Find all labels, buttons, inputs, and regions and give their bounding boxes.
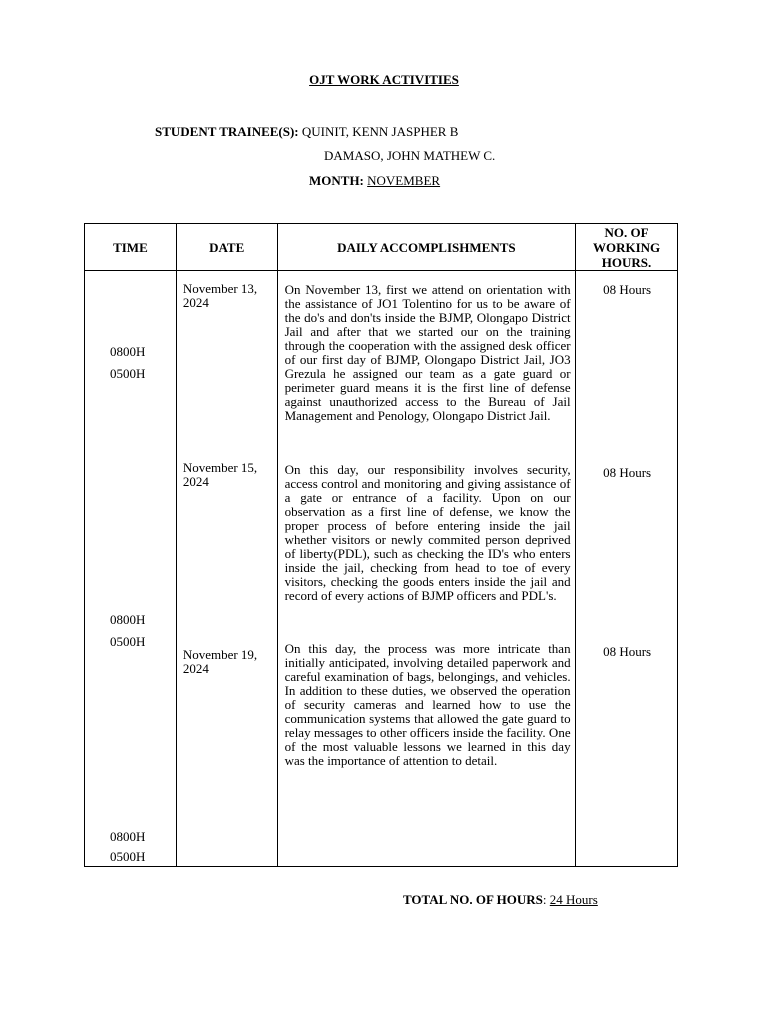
- date-entry-3: [183, 648, 275, 676]
- date-line-2: 2024: [182, 661, 209, 676]
- header-hours-line2: WORKING: [592, 239, 661, 255]
- month-row: [309, 173, 440, 189]
- date-column: [176, 271, 277, 867]
- header-hours-line3: HOURS.: [601, 254, 652, 270]
- trainee-name-1: QUINIT, KENN JASPHER B: [301, 124, 459, 139]
- time-entry-2: [110, 609, 145, 653]
- document-title: OJT WORK ACTIVITIES: [309, 72, 459, 87]
- time-entry-3: [110, 827, 145, 867]
- accomplishment-entry-2: On this day, our responsibility involves security, access control and monitoring and giving assistance of a gate or entrance of a facility. Upon on our observation as a first line of defense, we know the proper process of before entering inside the jail whether visitors or newly commited person deprived of liberty(PDL), such as checking the ID's who enters inside the jail, checking from head to toe of every visitors, checking the goods enters inside the jail and record of every actions of BJMP officers and PDL's.: [284, 462, 571, 603]
- header-accomplishments: DAILY ACCOMPLISHMENTS: [277, 224, 575, 271]
- student-trainees-row: [155, 124, 458, 140]
- header-date: DATE: [176, 224, 277, 271]
- total-hours-separator: :: [542, 892, 547, 907]
- time-in: 0800H: [110, 344, 146, 359]
- time-column: [85, 271, 177, 867]
- total-hours-value: 24 Hours: [549, 892, 598, 907]
- time-out: 0500H: [110, 634, 146, 649]
- accomplishment-entry-3: On this day, the process was more intricate than initially anticipated, involving detailed paperwork and careful examination of bags, belongings, and vehicles. In addition to these duties, we observed the operation of security cameras and learned how to use the communication systems that allowed the gate guard to relay messages to other officers inside the facility. One of the most valuable lessons we learned in this day was the importance of attention to detail.: [284, 641, 571, 768]
- date-line-2: 2024: [182, 474, 209, 489]
- date-line-2: 2024: [182, 295, 209, 310]
- month-value: NOVEMBER: [367, 173, 441, 188]
- hours-entry-2: 08 Hours: [603, 465, 652, 480]
- time-entry-1: [110, 341, 145, 385]
- hours-entry-3: 08 Hours: [603, 644, 652, 659]
- total-hours-label: TOTAL NO. OF HOURS: [403, 892, 543, 907]
- month-label: MONTH:: [309, 173, 364, 188]
- header-time: TIME: [85, 224, 177, 271]
- table-body-row: [85, 271, 678, 867]
- date-line-1: November 13,: [182, 281, 258, 296]
- trainee-name-2: DAMASO, JOHN MATHEW C.: [324, 148, 496, 163]
- date-entry-2: [183, 461, 275, 489]
- time-out: 0500H: [110, 366, 146, 381]
- time-in: 0800H: [110, 612, 146, 627]
- date-entry-1: [183, 282, 275, 310]
- activities-table: [84, 223, 678, 867]
- accomplishments-column: [277, 271, 575, 867]
- header-hours-line1: NO. OF: [604, 224, 649, 240]
- time-in: 0800H: [110, 829, 146, 844]
- hours-column: [576, 271, 678, 867]
- table-header-row: [85, 224, 678, 271]
- hours-entry-1: 08 Hours: [603, 282, 652, 297]
- accomplishment-entry-1: On November 13, first we attend on orientation with the assistance of JO1 Tolentino for us to be aware of the do's and don'ts inside the BJMP, Olongapo District Jail and after that we started our on the training through the cooperation with the assigned desk officer of our first day of BJMP, Olongapo District Jail, JO3 Grezula he assigned our team as a gate guard or perimeter guard means it is the first line of defense against unauthorized access to the Bureau of Jail Management and Penology, Olongapo District Jail.: [284, 282, 571, 423]
- date-line-1: November 15,: [182, 460, 258, 475]
- total-hours-row: [403, 892, 598, 908]
- time-out: 0500H: [110, 849, 146, 864]
- date-line-1: November 19,: [182, 647, 258, 662]
- header-hours: [576, 224, 678, 271]
- student-trainees-label: STUDENT TRAINEE(S):: [155, 124, 299, 139]
